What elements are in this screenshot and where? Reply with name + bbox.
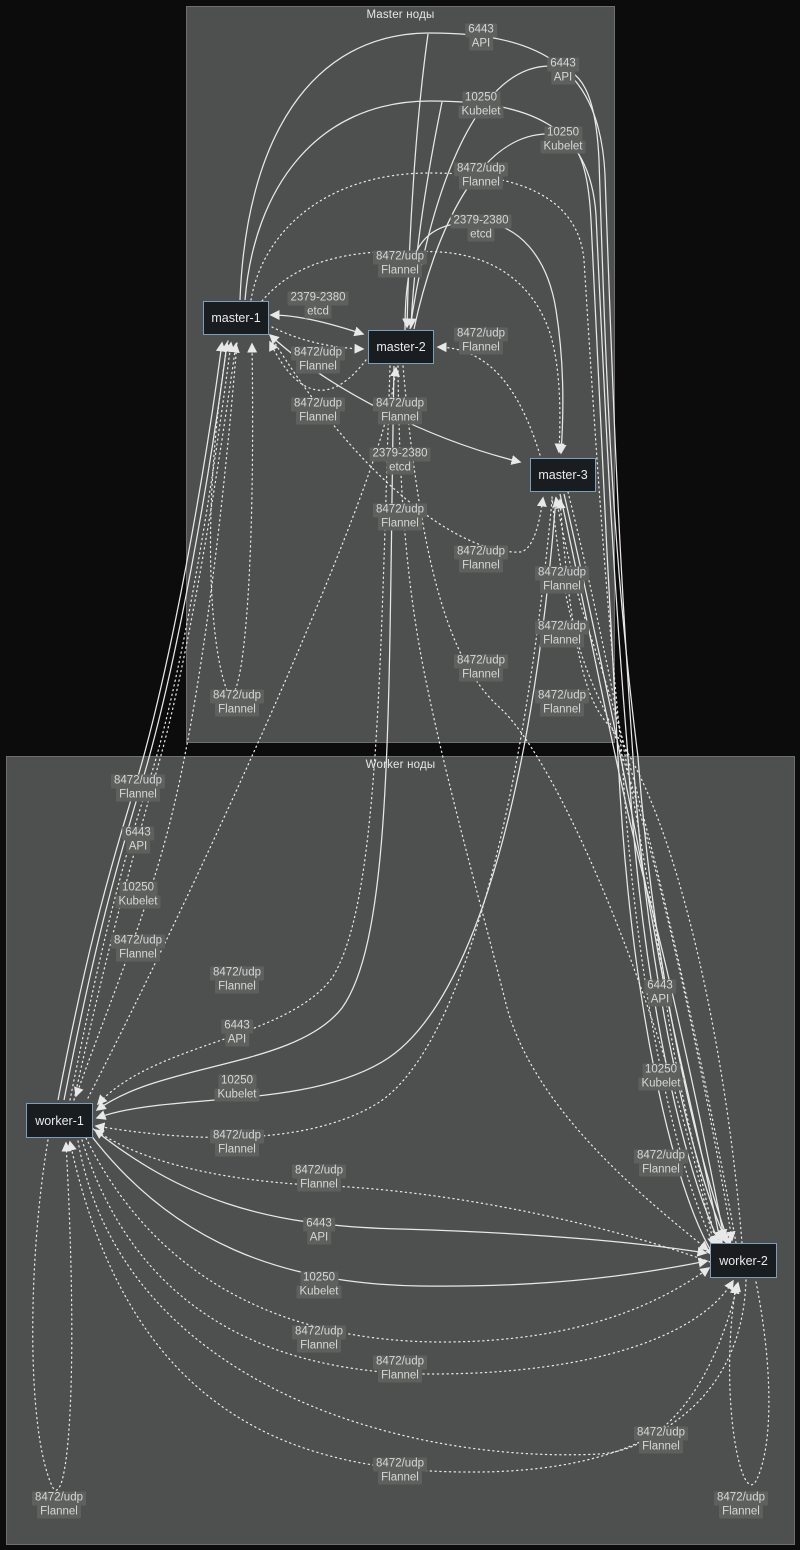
edge-label-10250-kubelet: 10250 Kubelet (296, 1272, 341, 1299)
edge-label-8472udp-flannel: 8472/udp Flannel (454, 655, 508, 682)
edge-label-8472udp-flannel: 8472/udp Flannel (292, 1326, 346, 1353)
edge-label-2379-2380-etcd: 2379-2380 etcd (288, 292, 349, 319)
edge-link-25 (97, 366, 394, 1110)
edge-label-8472udp-flannel: 8472/udp Flannel (111, 935, 165, 962)
edge-label-6443-api: 6443 API (465, 24, 497, 51)
edge-flannel-34 (78, 1141, 738, 1455)
edge-label-8472udp-flannel: 8472/udp Flannel (210, 690, 264, 717)
edge-flannel-31 (86, 1138, 709, 1342)
edge-label-10250-kubelet: 10250 Kubelet (115, 882, 160, 909)
edge-label-8472udp-flannel: 8472/udp Flannel (454, 546, 508, 573)
edge-link-26 (97, 497, 556, 1118)
edge-flannel-18 (560, 500, 742, 1243)
edge-flannel-27 (96, 500, 552, 1138)
edge-label-8472udp-flannel: 8472/udp Flannel (210, 1130, 264, 1157)
edge-label-6443-api: 6443 API (122, 827, 154, 854)
cluster-worker-title: Worker ноды (365, 759, 436, 771)
edge-flannel-39 (730, 1282, 769, 1485)
edge-label-6443-api: 6443 API (221, 1020, 253, 1047)
edge-label-6443-api: 6443 API (547, 58, 579, 85)
edge-flannel-20 (70, 343, 231, 1100)
edge-label-8472udp-flannel: 8472/udp Flannel (111, 775, 165, 802)
cluster-master-title: Master ноды (366, 9, 435, 21)
edge-flannel-33 (70, 1142, 746, 1472)
edge-label-8472udp-flannel: 8472/udp Flannel (373, 504, 427, 531)
edge-label-8472udp-flannel: 8472/udp Flannel (714, 1492, 768, 1519)
edge-flannel-17 (403, 366, 714, 1246)
edge-flannel-19 (211, 341, 253, 695)
edge-label-10250-kubelet: 10250 Kubelet (638, 1064, 683, 1091)
edge-label-8472udp-flannel: 8472/udp Flannel (373, 398, 427, 425)
edge-link-21 (64, 343, 227, 1100)
edge-link-29 (92, 1128, 706, 1253)
edge-label-8472udp-flannel: 8472/udp Flannel (634, 1150, 688, 1177)
node-worker-2: worker-2 (710, 1243, 777, 1278)
edge-link-22 (58, 343, 222, 1100)
edge-label-8472udp-flannel: 8472/udp Flannel (373, 1356, 427, 1383)
edge-label-8472udp-flannel: 8472/udp Flannel (535, 567, 589, 594)
edge-label-6443-api: 6443 API (303, 1218, 335, 1245)
edge-label-8472udp-flannel: 8472/udp Flannel (291, 398, 345, 425)
edge-label-2379-2380-etcd: 2379-2380 etcd (451, 215, 512, 242)
edge-label-8472udp-flannel: 8472/udp Flannel (373, 1458, 427, 1485)
edge-label-8472udp-flannel: 8472/udp Flannel (454, 163, 508, 190)
edge-label-2379-2380-etcd: 2379-2380 etcd (370, 448, 431, 475)
edge-link-36 (564, 494, 720, 1240)
edge-label-10250-kubelet: 10250 Kubelet (214, 1075, 259, 1102)
edge-label-10250-kubelet: 10250 Kubelet (458, 92, 503, 119)
node-master-1: master-1 (203, 301, 269, 335)
node-master-2: master-2 (368, 330, 434, 364)
node-master-3: master-3 (530, 458, 596, 492)
edge-label-8472udp-flannel: 8472/udp Flannel (454, 328, 508, 355)
edge-label-8472udp-flannel: 8472/udp Flannel (291, 347, 345, 374)
edge-label-8472udp-flannel: 8472/udp Flannel (292, 1165, 346, 1192)
edge-label-8472udp-flannel: 8472/udp Flannel (535, 690, 589, 717)
edge-label-8472udp-flannel: 8472/udp Flannel (634, 1427, 688, 1454)
edge-label-6443-api: 6443 API (644, 980, 676, 1007)
edge-label-8472udp-flannel: 8472/udp Flannel (32, 1492, 86, 1519)
edge-flannel-15 (556, 498, 736, 1243)
node-worker-1: worker-1 (26, 1103, 93, 1138)
edge-label-8472udp-flannel: 8472/udp Flannel (535, 621, 589, 648)
edge-label-8472udp-flannel: 8472/udp Flannel (210, 967, 264, 994)
edge-flannel-38 (33, 1140, 72, 1490)
edge-label-10250-kubelet: 10250 Kubelet (540, 127, 585, 154)
edge-link-30 (90, 1134, 707, 1286)
edge-flannel-10 (438, 347, 540, 455)
edge-label-8472udp-flannel: 8472/udp Flannel (373, 251, 427, 278)
edge-flannel-13 (398, 366, 708, 1250)
